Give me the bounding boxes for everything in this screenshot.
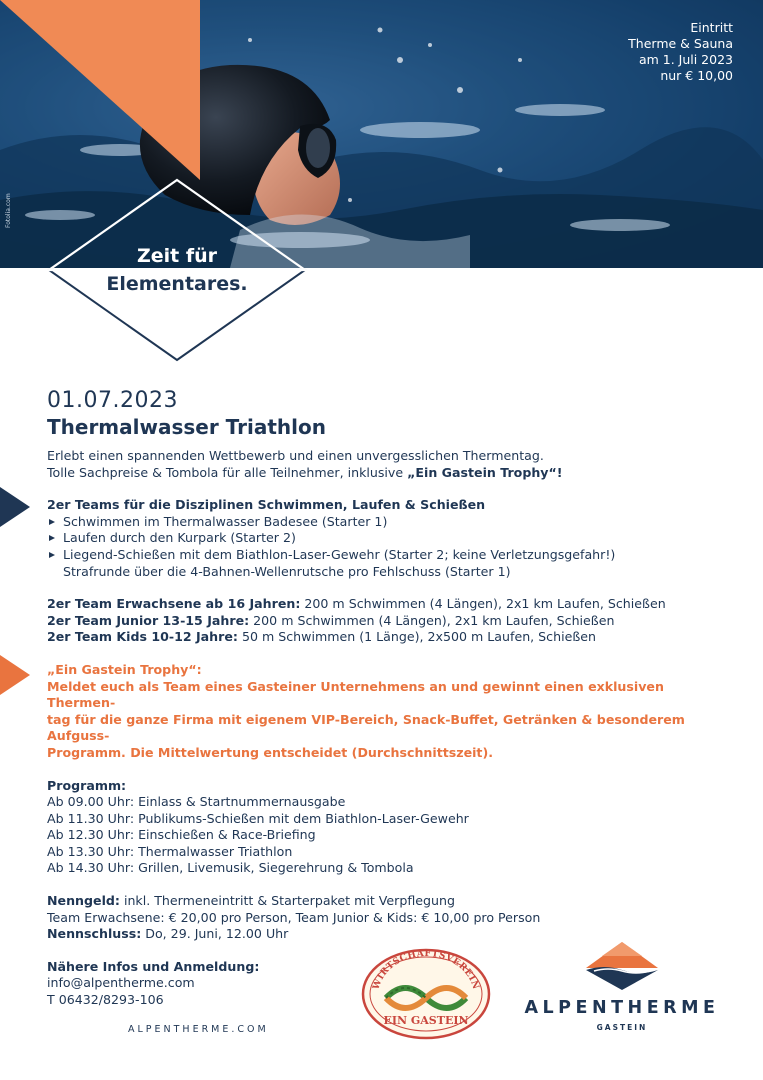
program-item: Ab 12.30 Uhr: Einschießen & Race-Briefing <box>47 827 316 843</box>
photo-credit: Fotolia.com <box>5 193 12 228</box>
section-marker-blue <box>0 487 30 527</box>
admission-line: Eintritt <box>690 20 733 35</box>
discipline-item: Liegend-Schießen mit dem Biathlon-Laser-Gewehr (Starter 2; keine Verletzungsgefahr!) <box>47 547 727 564</box>
mountain-icon <box>582 940 662 992</box>
program-item: Ab 11.30 Uhr: Publikums-Schießen mit dem Biathlon-Laser-Gewehr <box>47 810 469 826</box>
seal-bottom-text: EIN GASTEIN <box>383 1014 469 1027</box>
trophy-line: Programm. Die Mittelwertung entscheidet (Durchschnittszeit). <box>47 744 493 760</box>
fee-prices: Team Erwachsene: € 20,00 pro Person, Team Junior & Kids: € 10,00 pro Person <box>47 909 541 925</box>
wirtschaftsverein-seal-logo <box>360 948 492 1040</box>
slogan-line-2: Elementares. <box>106 273 248 295</box>
contact-heading: Nähere Infos und Anmeldung: <box>47 958 260 974</box>
trophy-title: „Ein Gastein Trophy“: <box>47 661 202 677</box>
discipline-item: Laufen durch den Kurpark (Starter 2) <box>47 530 727 547</box>
category-label: 2er Team Kids 10-12 Jahre: <box>47 629 238 645</box>
trophy-highlight: „Ein Gastein Trophy“! <box>407 464 563 480</box>
contact-phone[interactable]: T 06432/8293-106 <box>47 992 164 1008</box>
contact-email[interactable]: info@alpentherme.com <box>47 975 195 991</box>
discipline-item: Schwimmen im Thermalwasser Badesee (Starter 1) <box>47 514 727 531</box>
intro-line <box>47 465 727 482</box>
admission-line: Therme & Sauna <box>628 36 733 51</box>
admission-offer <box>628 20 733 84</box>
program-item: Ab 13.30 Uhr: Thermalwasser Triathlon <box>47 843 293 859</box>
intro-line: Erlebt einen spannenden Wettbewerb und einen unvergesslichen Thermentag. <box>47 448 544 463</box>
seal-top-text: WIRTSCHAFTSVEREIN <box>371 948 481 991</box>
slogan-line-1: Zeit für <box>136 245 218 267</box>
fee-label: Nenngeld: <box>47 893 120 909</box>
program-item: Ab 09.00 Uhr: Einlass & Startnummernausgabe <box>47 794 346 810</box>
admission-price: nur € 10,00 <box>660 68 733 83</box>
fee-line <box>47 893 727 910</box>
intro-text: Tolle Sachpreise & Tombola für alle Teilnehmer, inklusive <box>47 464 408 480</box>
deadline-label: Nennschluss: <box>47 926 142 942</box>
brand-name: ALPENTHERME <box>524 998 720 1018</box>
category-label: 2er Team Erwachsene ab 16 Jahren: <box>47 596 301 612</box>
admission-line: am 1. Juli 2023 <box>638 52 733 67</box>
category-text: 50 m Schwimmen (1 Länge), 2x500 m Laufen, Schießen <box>237 629 596 645</box>
category-row <box>47 596 727 613</box>
section-marker-orange <box>0 655 30 695</box>
discipline-continuation: Strafrunde über die 4-Bahnen-Wellenrutsche pro Fehlschuss (Starter 1) <box>63 563 511 579</box>
teams-heading: 2er Teams für die Disziplinen Schwimmen, Laufen & Schießen <box>47 497 486 513</box>
alpentherme-logo <box>520 940 724 1040</box>
category-row <box>47 629 727 646</box>
deadline-text: Do, 29. Juni, 12.00 Uhr <box>141 926 289 942</box>
trophy-line: tag für die ganze Firma mit eigenem VIP-Bereich, Snack-Buffet, Getränken & besonderem Aufguss- <box>47 711 685 744</box>
program-item: Ab 14.30 Uhr: Grillen, Livemusik, Siegerehrung & Tombola <box>47 860 414 876</box>
category-row <box>47 613 727 630</box>
admission-corner-banner <box>0 0 200 180</box>
event-title: Thermalwasser Triathlon <box>47 415 326 439</box>
slogan <box>47 242 307 298</box>
event-details <box>47 388 727 1009</box>
event-date: 01.07.2023 <box>47 388 178 413</box>
category-text: 200 m Schwimmen (4 Längen), 2x1 km Laufen, Schießen <box>249 612 615 628</box>
category-text: 200 m Schwimmen (4 Längen), 2x1 km Laufen, Schießen <box>300 596 666 612</box>
program-heading: Programm: <box>47 777 127 793</box>
discipline-list <box>47 514 727 580</box>
trophy-line: Meldet euch als Team eines Gasteiner Unternehmens an und gewinnt einen exklusiven Thermen- <box>47 678 664 711</box>
brand-subtitle: GASTEIN <box>596 1023 648 1032</box>
website-link[interactable]: ALPENTHERME.COM <box>128 1024 269 1035</box>
fee-text: inkl. Thermeneintritt & Starterpaket mit Verpflegung <box>119 893 455 909</box>
category-label: 2er Team Junior 13-15 Jahre: <box>47 612 250 628</box>
trophy-section <box>47 662 727 762</box>
